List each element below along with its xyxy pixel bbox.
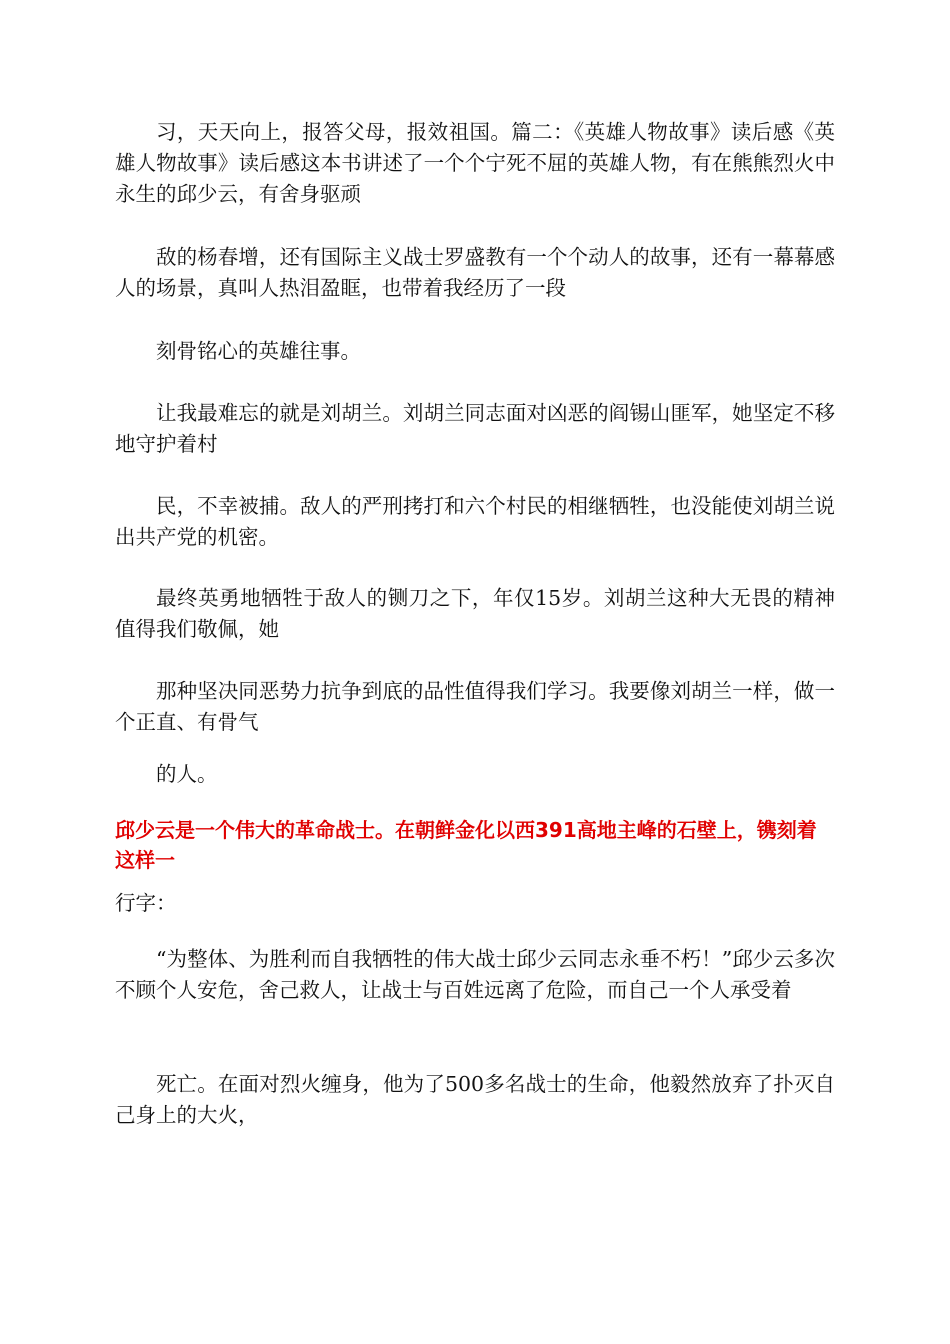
paragraph-1: 习，天天向上，报答父母，报效祖国。篇二：《英雄人物故事》读后感《英雄人物故事》读后感这本书讲述了一个个宁死不屈的英雄人物，有在熊熊烈火中永生的邱少云，有舍身驱顽 xyxy=(115,120,835,206)
paragraph-7: 那种坚决同恶势力抗争到底的品性值得我们学习。我要像刘胡兰一样，做一个正直、有骨气 xyxy=(115,679,835,734)
paragraph-10: “为整体、为胜利而自我牺牲的伟大战士邱少云同志永垂不朽！”邱少云多次不顾个人安危，舍己救人，让战士与百姓远离了危险，而自己一个人承受着 xyxy=(115,947,835,1002)
section-heading: 邱少云是一个伟大的革命战士。在朝鲜金化以西391高地主峰的石壁上，镌刻着这样一 xyxy=(115,818,817,872)
paragraph-4: 让我最难忘的就是刘胡兰。刘胡兰同志面对凶恶的阎锡山匪军，她坚定不移地守护着村 xyxy=(115,401,835,456)
paragraph-9: 行字： xyxy=(115,891,177,915)
paragraph-5: 民，不幸被捕。敌人的严刑拷打和六个村民的相继牺牲，也没能使刘胡兰说出共产党的机密。 xyxy=(115,494,835,549)
paragraph-3: 刻骨铭心的英雄往事。 xyxy=(156,339,361,363)
paragraph-6: 最终英勇地牺牲于敌人的铡刀之下，年仅15岁。刘胡兰这种大无畏的精神值得我们敬佩，她 xyxy=(115,586,835,641)
paragraph-11: 死亡。在面对烈火缠身，他为了500多名战士的生命，他毅然放弃了扑灭自己身上的大火， xyxy=(115,1072,835,1127)
paragraph-8: 的人。 xyxy=(156,762,218,786)
paragraph-2: 敌的杨春增，还有国际主义战士罗盛教有一个个动人的故事，还有一幕幕感人的场景，真叫人热泪盈眶，也带着我经历了一段 xyxy=(115,245,835,300)
